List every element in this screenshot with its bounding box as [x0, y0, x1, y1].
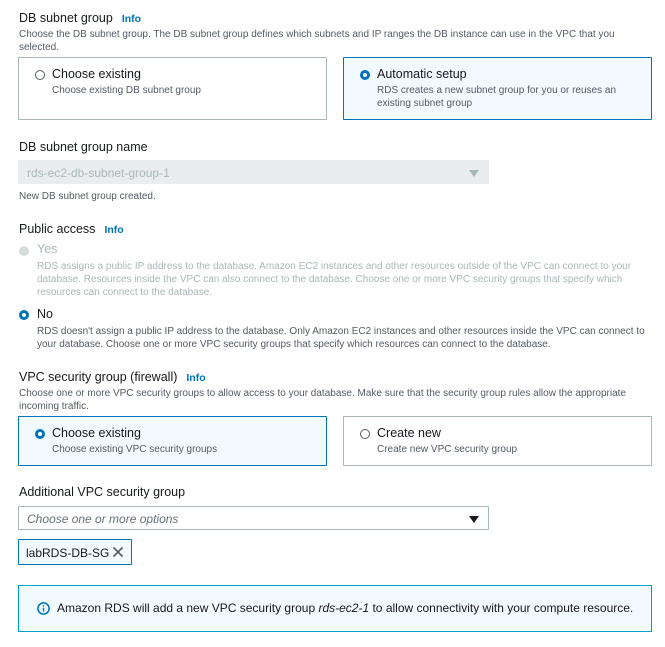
- chevron-down-icon: [469, 170, 479, 177]
- option-description: Choose existing DB subnet group: [52, 85, 201, 96]
- vpc-security-group-description: Choose one or more VPC security groups to allow access to your database. Make sure that the security group rules allow the appropriate incoming traffic.: [19, 388, 626, 412]
- subnet-group-name-hint: New DB subnet group created.: [19, 191, 156, 202]
- vpc-sg-option-create-new[interactable]: [343, 416, 652, 466]
- select-value: rds-ec2-db-subnet-group-1: [27, 166, 170, 180]
- radio-choose-existing-vpc-sg[interactable]: [35, 429, 45, 439]
- additional-sg-multiselect[interactable]: [18, 506, 489, 530]
- token-label: labRDS-DB-SG: [26, 546, 110, 560]
- subnet-group-info-link[interactable]: Info: [121, 13, 142, 25]
- selected-sg-token: [18, 539, 132, 565]
- public-access-no-title: No: [37, 307, 53, 321]
- alert-group-name: rds-ec2-1: [318, 601, 370, 615]
- option-title: Choose existing: [52, 67, 141, 81]
- option-title: Create new: [377, 426, 441, 440]
- vpc-security-group-label: VPC security group (firewall) Info: [19, 370, 206, 384]
- public-access-yes-title: Yes: [37, 242, 58, 256]
- radio-public-access-no[interactable]: [19, 310, 29, 320]
- alert-message: Amazon RDS will add a new VPC security group rds-ec2-1 to allow connectivity with your compute resource.: [57, 601, 634, 615]
- select-placeholder: Choose one or more options: [27, 512, 179, 526]
- subnet-group-option-choose-existing[interactable]: [18, 57, 327, 120]
- additional-sg-label: Additional VPC security group: [19, 485, 186, 499]
- subnet-group-option-automatic-setup[interactable]: [343, 57, 652, 120]
- subnet-group-description: Choose the DB subnet group. The DB subnet group defines which subnets and IP ranges the DB instance can use in the VPC that you selected.: [19, 29, 615, 53]
- vpc-security-group-info-link[interactable]: Info: [186, 372, 206, 384]
- option-title: Choose existing: [52, 426, 141, 440]
- radio-automatic-setup[interactable]: [360, 70, 370, 80]
- subnet-group-name-label: DB subnet group name: [19, 140, 148, 154]
- radio-choose-existing-subnet-group[interactable]: [35, 70, 45, 80]
- public-access-yes-description: RDS assigns a public IP address to the database. Amazon EC2 instances and other resources outside of the VPC can connect to your database. Resources inside the VPC can also connect to the database. Choose one or more VPC security groups that specify which resources can connect to the database.: [37, 261, 632, 298]
- option-description: Choose existing VPC security groups: [52, 444, 218, 455]
- chevron-down-icon: [469, 516, 479, 523]
- radio-public-access-yes: [19, 246, 29, 256]
- public-access-label: Public access Info: [19, 222, 124, 236]
- option-description: Create new VPC security group: [377, 444, 518, 455]
- radio-create-new-vpc-sg[interactable]: [360, 429, 370, 439]
- vpc-sg-info-alert: [18, 585, 652, 632]
- vpc-sg-option-choose-existing[interactable]: [18, 416, 327, 466]
- option-description: RDS creates a new subnet group for you or reuses an existing subnet group: [377, 85, 617, 109]
- close-icon[interactable]: [112, 546, 124, 558]
- option-title: Automatic setup: [377, 67, 467, 81]
- public-access-no-description: RDS doesn't assign a public IP address to the database. Only Amazon EC2 instances and other resources inside the VPC can connect to your database. Choose one or more VPC security groups that specify which resources can connect to the database.: [37, 326, 645, 350]
- info-icon: [37, 602, 50, 615]
- subnet-group-name-select: [18, 160, 489, 184]
- subnet-group-label: DB subnet group Info: [19, 11, 142, 25]
- public-access-info-link[interactable]: Info: [104, 224, 124, 236]
